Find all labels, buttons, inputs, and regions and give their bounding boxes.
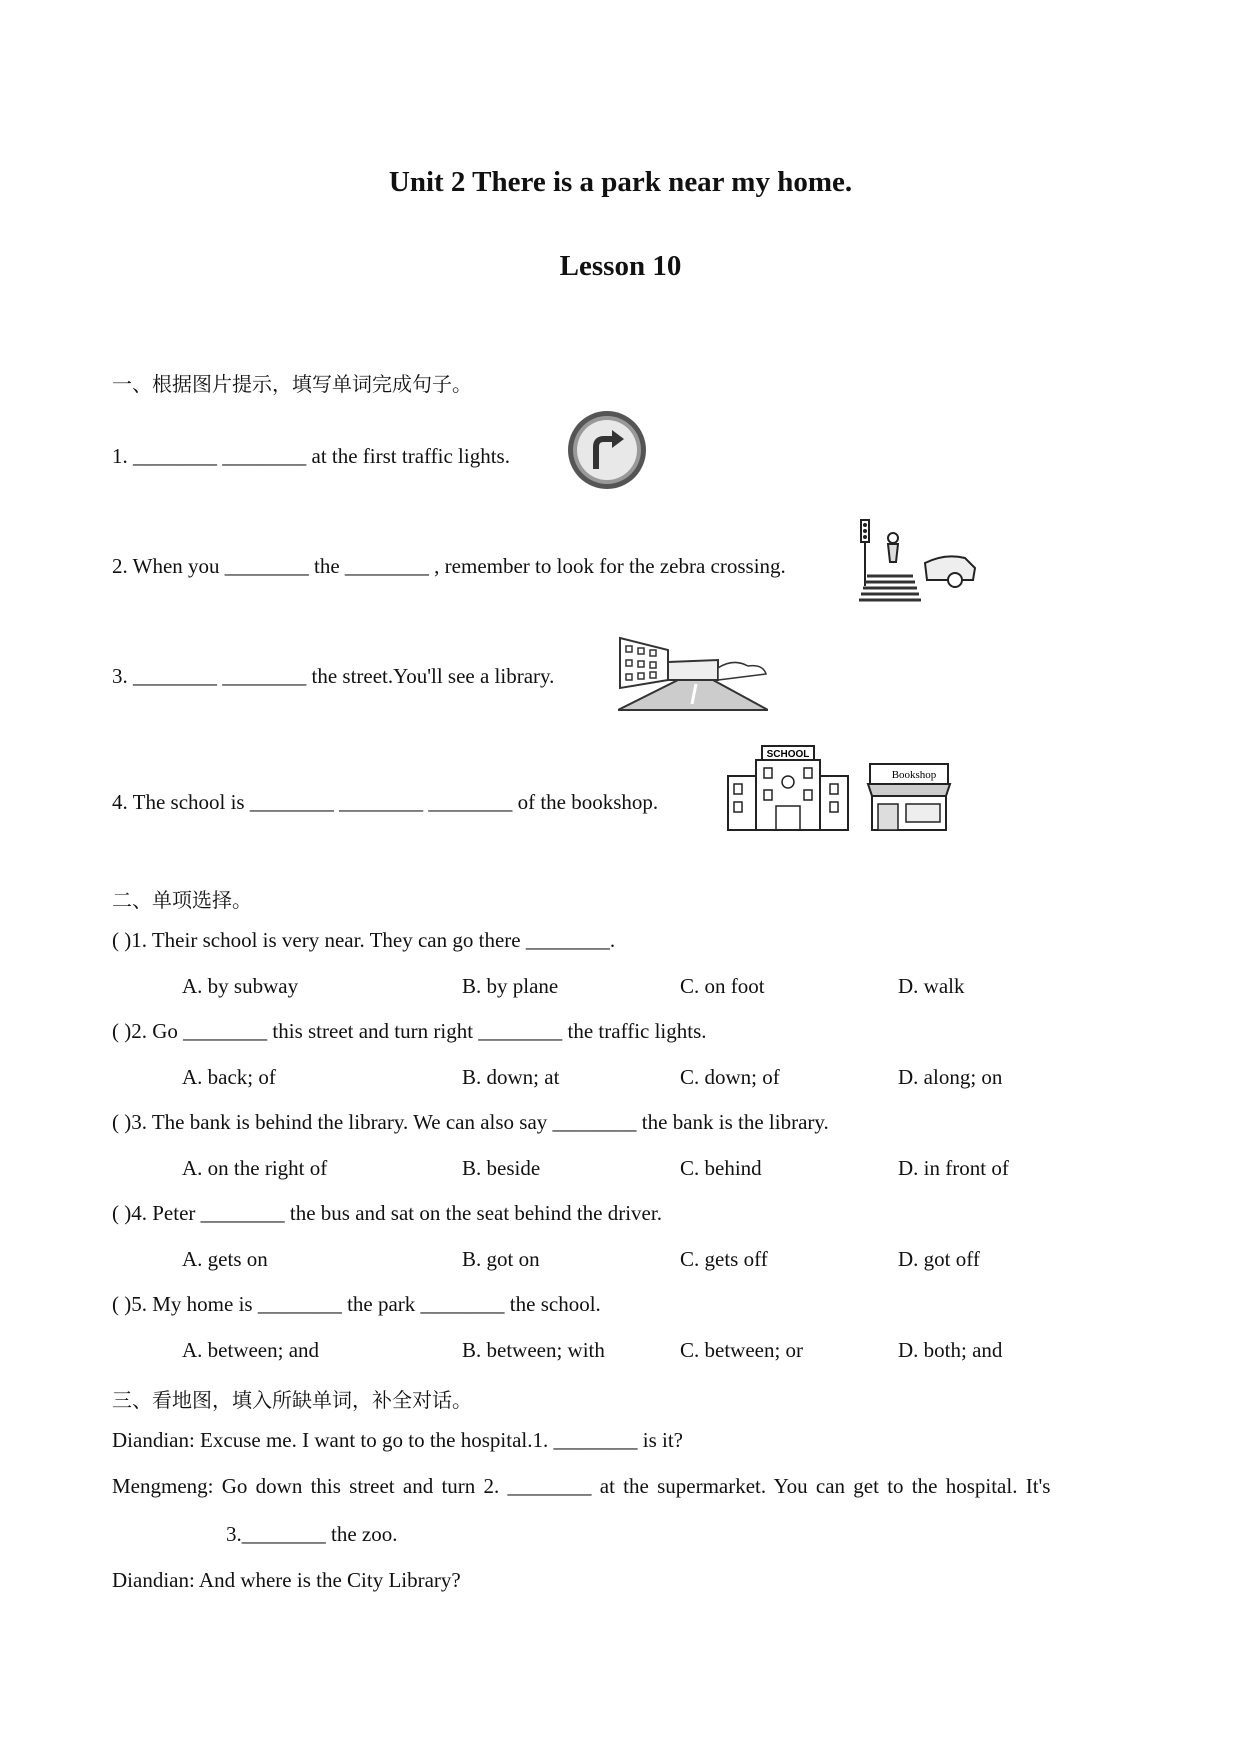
dialogue-line-2: Mengmeng: Go down this street and turn 2. ________ at the supermarket. You can get to the hospital. It's <box>112 1474 1051 1498</box>
question-4-stem: ( )4. Peter ________ the bus and sat on the seat behind the driver. <box>112 1201 662 1225</box>
question-4-option-d: D. got off <box>898 1247 980 1271</box>
question-3-stem: ( )3. The bank is behind the library. We can also say ________ the bank is the library. <box>112 1110 829 1134</box>
question-4-option-c: C. gets off <box>680 1247 768 1271</box>
question-5-option-a: A. between; and <box>182 1338 320 1362</box>
question-1-option-b: B. by plane <box>462 974 559 998</box>
question-5-option-c: C. between; or <box>680 1338 804 1362</box>
dialogue-line-4: Diandian: And where is the City Library? <box>112 1568 461 1592</box>
question-3-option-b: B. beside <box>462 1156 541 1180</box>
question-1-stem: ( )1. Their school is very near. They can go there ________. <box>112 928 616 952</box>
question-1-option-c: C. on foot <box>680 974 765 998</box>
question-3-option-d: D. in front of <box>898 1156 1009 1180</box>
question-2-option-d: D. along; on <box>898 1065 1003 1089</box>
section-3-heading: 三、看地图，填入所缺单词，补全对话。 <box>112 1388 472 1412</box>
fill-item-2: 2. When you ________ the ________ , remember to look for the zebra crossing. <box>112 554 786 578</box>
question-2-stem: ( )2. Go ________ this street and turn right ________ the traffic lights. <box>112 1019 707 1043</box>
dialogue-line-1: Diandian: Excuse me. I want to go to the hospital.1. ________ is it? <box>112 1428 683 1452</box>
question-4-option-a: A. gets on <box>182 1247 268 1271</box>
question-5-stem: ( )5. My home is ________ the park ________ the school. <box>112 1292 601 1316</box>
dialogue-line-3: 3.________ the zoo. <box>226 1522 398 1546</box>
question-2-option-b: B. down; at <box>462 1065 560 1089</box>
question-1-option-a: A. by subway <box>182 974 299 998</box>
street-library-icon <box>618 632 768 712</box>
school-sign-text: SCHOOL <box>766 749 810 760</box>
bookshop-building-icon <box>866 760 952 832</box>
question-3-option-a: A. on the right of <box>182 1156 328 1180</box>
bookshop-sign-text: Bookshop <box>891 769 937 781</box>
question-4-option-b: B. got on <box>462 1247 540 1271</box>
lesson-title: Lesson 10 <box>559 250 682 282</box>
question-5-option-b: B. between; with <box>462 1338 605 1362</box>
fill-item-1: 1. ________ ________ at the first traffic lights. <box>112 444 510 468</box>
page-title: Unit 2 There is a park near my home. <box>388 166 853 198</box>
question-3-option-c: C. behind <box>680 1156 762 1180</box>
question-2-option-c: C. down; of <box>680 1065 780 1089</box>
section-1-heading: 一、根据图片提示，填写单词完成句子。 <box>112 372 472 396</box>
section-2-heading: 二、单项选择。 <box>112 888 252 912</box>
fill-item-4: 4. The school is ________ ________ ________ of the bookshop. <box>112 790 659 814</box>
turn-right-sign-icon <box>566 409 648 491</box>
fill-item-3: 3. ________ ________ the street.You'll see a library. <box>112 664 555 688</box>
zebra-crossing-icon <box>855 518 980 608</box>
question-2-option-a: A. back; of <box>182 1065 276 1089</box>
school-building-icon <box>726 742 850 832</box>
question-1-option-d: D. walk <box>898 974 965 998</box>
question-5-option-d: D. both; and <box>898 1338 1003 1362</box>
